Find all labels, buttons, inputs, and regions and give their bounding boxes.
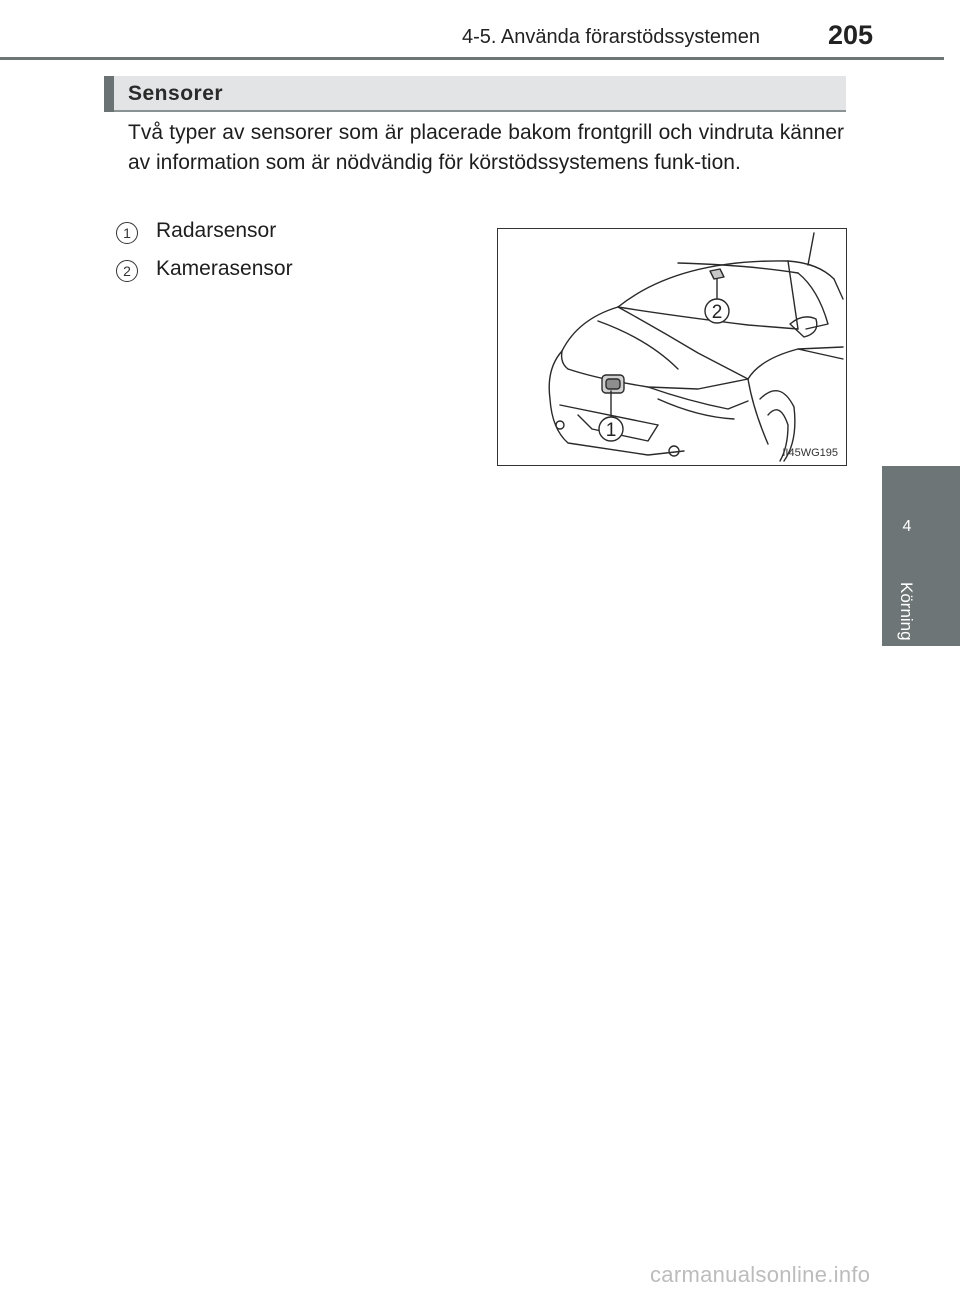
callout-1-label: 1 (605, 420, 617, 441)
section-header (104, 76, 846, 112)
section-title: Sensorer (128, 82, 224, 105)
header-section-title: 4-5. Använda förarstödssystemen (462, 26, 760, 48)
list-item-label: Radarsensor (156, 219, 277, 242)
page-number: 205 (828, 20, 874, 50)
chapter-side-tab[interactable] (882, 466, 960, 646)
header-rule (0, 57, 944, 60)
callout-2-label: 2 (711, 302, 723, 323)
figure-code: II45WG195 (782, 447, 838, 459)
chapter-number: 4 (902, 518, 912, 535)
section-header-bar (104, 76, 114, 112)
chapter-title: Körning (897, 582, 916, 641)
list-number-badge: 2 (116, 260, 138, 282)
car-sensor-figure (497, 228, 847, 466)
car-illustration (498, 229, 846, 465)
watermark: carmanualsonline.info (650, 1262, 871, 1287)
list-item-label: Kamerasensor (156, 257, 293, 280)
list-number-badge: 1 (116, 222, 138, 244)
intro-paragraph: Två typer av sensorer som är placerade bakom frontgrill och vindruta känner av information som är nödvändig för körstödssystemens funk-tion. (128, 121, 844, 174)
